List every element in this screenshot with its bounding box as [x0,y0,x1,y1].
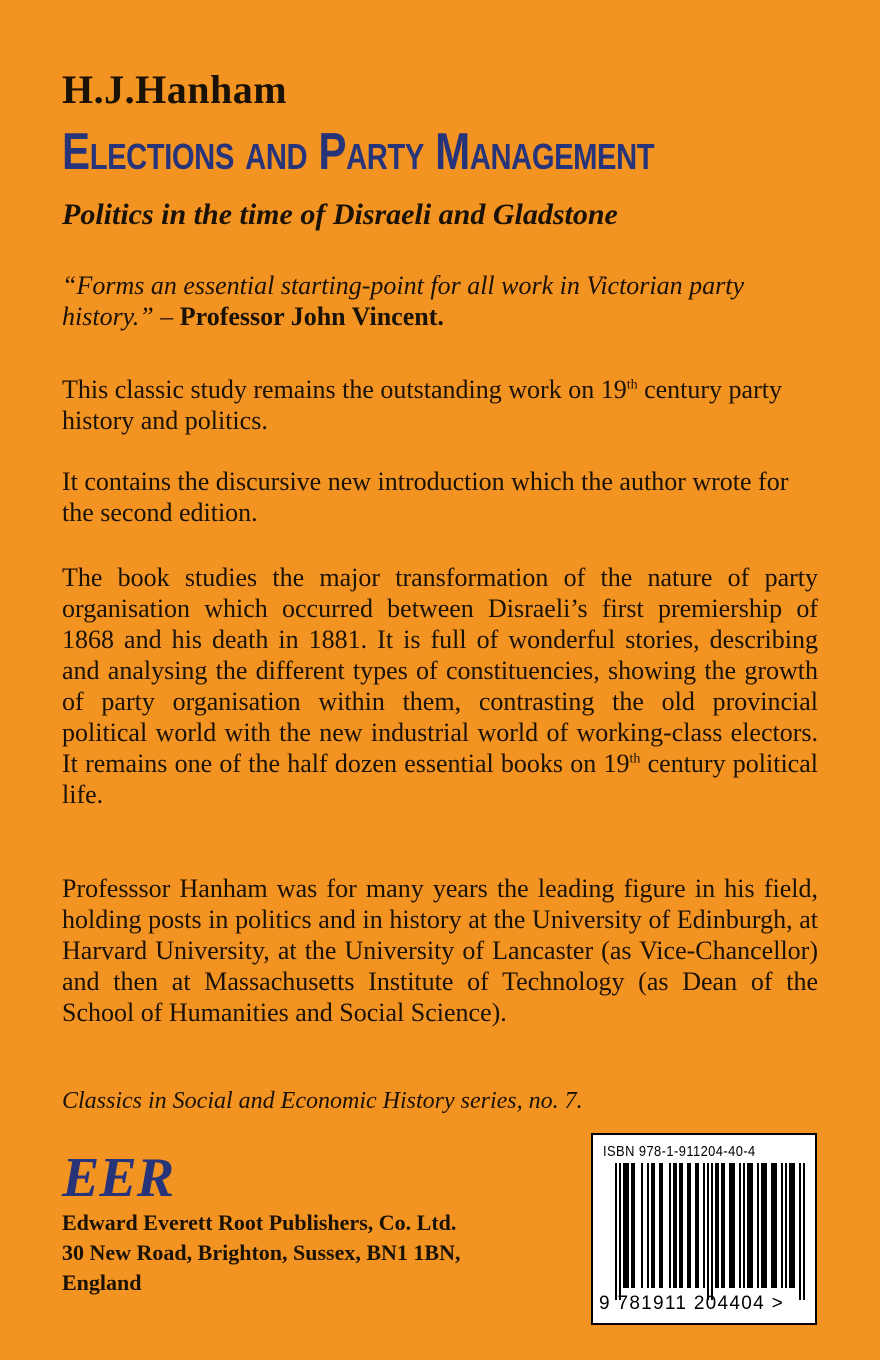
barcode-bar [765,1163,767,1288]
barcode-bar [653,1163,655,1288]
barcode-bar [669,1163,671,1288]
barcode-bar [747,1163,749,1288]
isbn-label: ISBN 978-1-911204-40-4 [603,1143,756,1160]
paragraph-book-studies [62,562,818,810]
paragraph-text: century political life. [62,749,818,809]
barcode-bar [687,1163,689,1288]
barcode-bar [763,1163,765,1288]
publisher-name: Edward Everett Root Publishers, Co. Ltd. [62,1210,457,1235]
barcode-digits: 9 781911 204404 > [599,1293,784,1314]
barcode-bar [711,1163,713,1300]
barcode-bar [703,1163,705,1288]
barcode-bar [729,1163,731,1288]
paragraph-text: century party history and politics. [62,375,782,435]
barcode-bar [615,1163,617,1300]
barcode-bar [761,1163,763,1288]
barcode-bar [651,1163,653,1288]
barcode-bar [803,1163,805,1300]
barcode-bar [715,1163,717,1288]
barcode-bar [673,1163,675,1288]
barcode-bar [633,1163,635,1288]
barcode-bar [707,1163,709,1300]
barcode-bar [791,1163,793,1288]
author-name: H.J.Hanham [62,67,288,112]
barcode-bar [679,1163,681,1288]
barcode-bar [625,1163,627,1288]
barcode-bar [627,1163,629,1288]
barcode-bar [775,1163,777,1288]
publisher-block [62,1208,461,1298]
barcode-bar [773,1163,775,1288]
paragraph-text: This classic study remains the outstanding work on 19 [62,375,627,404]
barcode-bar [661,1163,663,1288]
series-note: Classics in Social and Economic History series, no. 7. [62,1088,583,1114]
barcode-bar [631,1163,633,1288]
barcode-bar [751,1163,753,1288]
book-title: Elections and Party Management [62,123,655,181]
isbn-barcode [591,1133,817,1325]
barcode-bar [623,1163,625,1288]
barcode-bar [723,1163,725,1288]
barcode-bar [739,1163,741,1288]
paragraph-author-bio: Professsor Hanham was for many years the leading figure in his field, holding posts in politics and in history at the University of Edinburgh, at Harvard University, at the University of Lancaster (as Vice-Chancellor) and then at Massachusetts Institute of Technology (as Dean of the School of Humanities and Social Science). [62,874,818,1027]
barcode-bar [731,1163,733,1288]
barcode-bar [689,1163,691,1288]
barcode-bar [793,1163,795,1288]
barcode-bar [647,1163,649,1288]
barcode-bar [789,1163,791,1288]
barcode-bar [697,1163,699,1288]
paragraph-text: The book studies the major transformation of the nature of party organisation which occurred between Disraeli’s first premiership of 1868 and his death in 1881. It is full of wonderful stories, describing and analysing the different types of constituencies, showing the growth of party organisation within them, contrasting the old provincial political world with the new industrial world of working-class electors. It remains one of the half dozen essential books on 19 [62,563,818,778]
review-quote [62,270,818,332]
barcode-bar [733,1163,735,1288]
quote-attribution: Professor John Vincent. [179,302,444,331]
paragraph-classic-study [62,374,818,436]
barcode-bar [743,1163,745,1288]
barcode-bar [785,1163,787,1288]
barcode-bar [771,1163,773,1288]
barcode-bar [799,1163,801,1300]
publisher-logo: EER [62,1147,175,1209]
barcode-bar [695,1163,697,1288]
barcode-bar [749,1163,751,1288]
barcode-bar [675,1163,677,1288]
barcode-bar [757,1163,759,1288]
barcode-bar [681,1163,683,1288]
barcode-bar [641,1163,643,1288]
paragraph-introduction: It contains the discursive new introduction which the author wrote for the second edition. [62,467,789,527]
barcode-bar [721,1163,723,1288]
barcode-bar [781,1163,783,1288]
book-subtitle: Politics in the time of Disraeli and Gladstone [62,198,618,231]
publisher-country: England [62,1270,142,1295]
publisher-address: 30 New Road, Brighton, Sussex, BN1 1BN, [62,1240,461,1265]
ordinal-suffix: th [626,377,638,393]
barcode-bar [659,1163,661,1288]
quote-text: “Forms an essential starting-point for all work in Victorian party history.” – [62,271,745,331]
barcode-bar [717,1163,719,1288]
ordinal-suffix: th [629,751,641,767]
barcode-bar [619,1163,621,1300]
